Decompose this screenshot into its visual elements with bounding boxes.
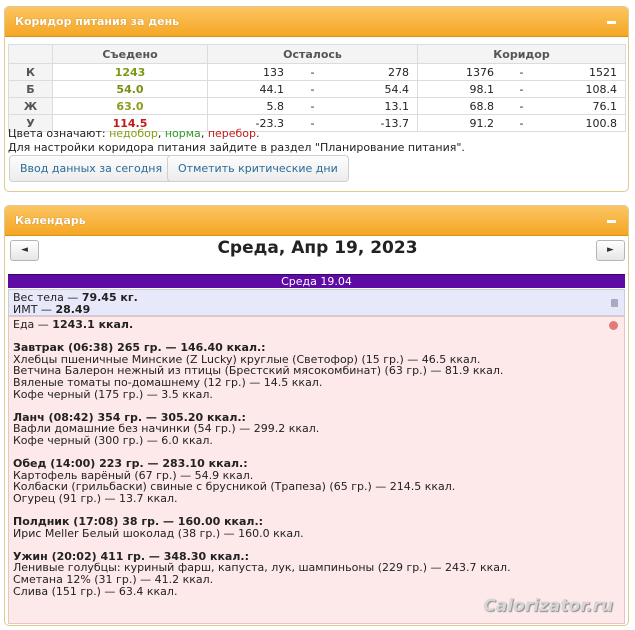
- header-remaining: Осталось: [208, 45, 418, 64]
- list-item: Картофель варёный (67 гр.) — 54.9 ккал.: [13, 468, 254, 482]
- food-total-value: 1243.1 ккал.: [52, 318, 134, 331]
- table-row: [9, 64, 626, 81]
- remaining-max: 278: [388, 65, 409, 79]
- day-header: Среда 19.04: [8, 274, 625, 288]
- legend-separator: ,: [200, 127, 208, 140]
- corridor-table: [8, 44, 626, 132]
- corridor-min: 98.1: [469, 82, 494, 96]
- separator: -: [519, 65, 524, 79]
- table-corner: [9, 45, 53, 64]
- corridor-max: 100.8: [585, 116, 617, 130]
- weight-label: Вес тела —: [13, 291, 82, 304]
- remaining-cell: [208, 64, 418, 81]
- row-label: У: [9, 115, 53, 132]
- corridor-max: 1521: [589, 65, 617, 79]
- legend-under: недобор: [109, 127, 158, 140]
- separator: -: [310, 99, 315, 113]
- food-total-label: Еда —: [13, 318, 53, 331]
- corridor-min: 91.2: [469, 116, 494, 130]
- weight-box: [8, 289, 625, 316]
- next-day-button[interactable]: ►: [596, 240, 625, 261]
- list-item: Вяленые томаты по-домашнему (12 гр.) — 14.5 ккал.: [13, 375, 323, 389]
- collapse-icon[interactable]: [607, 21, 616, 24]
- prev-day-button[interactable]: ◄: [10, 240, 39, 261]
- legend-prefix: Цвета означают:: [8, 127, 110, 140]
- meal-title: Ланч (08:42) 354 гр. — 305.20 ккал.:: [13, 410, 246, 424]
- remaining-min: 133: [263, 65, 284, 79]
- corridor-panel-title: Коридор питания за день: [15, 15, 180, 28]
- corridor-cell: [418, 115, 626, 132]
- eaten-value: 63.0: [53, 98, 208, 115]
- collapse-icon[interactable]: [607, 220, 616, 223]
- corridor-cell: [418, 64, 626, 81]
- corridor-panel-header: [5, 7, 628, 37]
- row-label: Б: [9, 81, 53, 98]
- table-row: [9, 98, 626, 115]
- list-item: Колбаски (грильбаски) свиные с брусникой (Трапеза) (65 гр.) — 214.5 ккал.: [13, 480, 456, 494]
- table-row: [9, 81, 626, 98]
- eaten-value: 54.0: [53, 81, 208, 98]
- legend-over: перебор: [207, 127, 257, 140]
- eaten-value: 114.5: [53, 115, 208, 132]
- meal-title: Ужин (20:02) 411 гр. — 348.30 ккал.:: [13, 549, 249, 563]
- separator: -: [310, 116, 315, 130]
- separator: -: [519, 82, 524, 96]
- corridor-max: 108.4: [585, 82, 617, 96]
- food-box: [8, 316, 625, 624]
- list-item: Ленивые голубцы: куриный фарш, капуста, лук, шампиньоны (229 гр.) — 243.7 ккал.: [13, 561, 511, 575]
- corridor-min: 68.8: [469, 99, 494, 113]
- remaining-max: -13.7: [380, 116, 409, 130]
- watermark: Calorizator.ru: [483, 596, 613, 616]
- header-corridor: Коридор: [418, 45, 626, 64]
- remaining-max: 54.4: [384, 82, 409, 96]
- list-item: Вафли домашние без начинки (54 гр.) — 299.2 ккал.: [13, 422, 320, 436]
- corridor-cell: [418, 81, 626, 98]
- remaining-min: 5.8: [266, 99, 284, 113]
- corridor-min: 1376: [466, 65, 494, 79]
- enter-today-button[interactable]: Ввод данных за сегодня: [9, 155, 173, 182]
- mark-critical-days-button[interactable]: Отметить критические дни: [167, 155, 349, 182]
- row-label: К: [9, 64, 53, 81]
- apple-icon[interactable]: [609, 321, 618, 330]
- legend-norm: норма: [164, 127, 201, 140]
- bmi-label: ИМТ —: [13, 303, 56, 316]
- separator: -: [310, 65, 315, 79]
- meal-title: Полдник (17:08) 38 гр. — 160.00 ккал.:: [13, 515, 264, 529]
- weight-line: [13, 292, 620, 304]
- list-item: Хлебцы пшеничные Минские (Z Lucky) круглые (Светофор) (15 гр.) — 46.5 ккал.: [13, 352, 481, 366]
- list-item: Слива (151 гр.) — 63.4 ккал.: [13, 584, 178, 598]
- remaining-min: 44.1: [259, 82, 284, 96]
- color-legend: [8, 127, 260, 140]
- weight-value: 79.45 кг.: [81, 291, 138, 304]
- list-item: Огурец (91 гр.) — 13.7 ккал.: [13, 491, 178, 505]
- food-total: [13, 319, 620, 331]
- list-item: Ирис Meller Белый шоколад (38 гр.) — 160.0 ккал.: [13, 526, 304, 540]
- meal-title: Обед (14:00) 223 гр. — 283.10 ккал.:: [13, 457, 248, 471]
- calendar-panel-header: [5, 206, 628, 236]
- list-item: Сметана 12% (31 гр.) — 41.2 ккал.: [13, 573, 214, 587]
- list-item: Ветчина Балерон нежный из птицы (Брестский мясокомбинат) (63 гр.) — 81.9 ккал.: [13, 364, 504, 378]
- corridor-max: 76.1: [592, 99, 617, 113]
- separator: -: [519, 116, 524, 130]
- row-label: Ж: [9, 98, 53, 115]
- bmi-value: 28.49: [55, 303, 91, 316]
- settings-note: Для настройки коридора питания зайдите в раздел "Планирование питания".: [8, 141, 465, 154]
- remaining-cell: [208, 98, 418, 115]
- remaining-max: 13.1: [384, 99, 409, 113]
- separator: -: [519, 99, 524, 113]
- calendar-panel-title: Календарь: [15, 214, 86, 227]
- day-title: Среда, Апр 19, 2023: [217, 238, 418, 258]
- list-item: Кофе черный (175 гр.) — 3.5 ккал.: [13, 387, 213, 401]
- remaining-min: -23.3: [255, 116, 284, 130]
- separator: -: [310, 82, 315, 96]
- legend-end: .: [256, 127, 260, 140]
- corridor-cell: [418, 98, 626, 115]
- meal-title: Завтрак (06:38) 265 гр. — 146.40 ккал.:: [13, 341, 266, 355]
- eaten-value: 1243: [53, 64, 208, 81]
- legend-separator: ,: [157, 127, 165, 140]
- header-eaten: Съедено: [53, 45, 208, 64]
- bmi-line: [13, 304, 620, 316]
- remaining-cell: [208, 81, 418, 98]
- trash-icon[interactable]: [611, 299, 618, 307]
- list-item: Кофе черный (300 гр.) — 6.0 ккал.: [13, 433, 213, 447]
